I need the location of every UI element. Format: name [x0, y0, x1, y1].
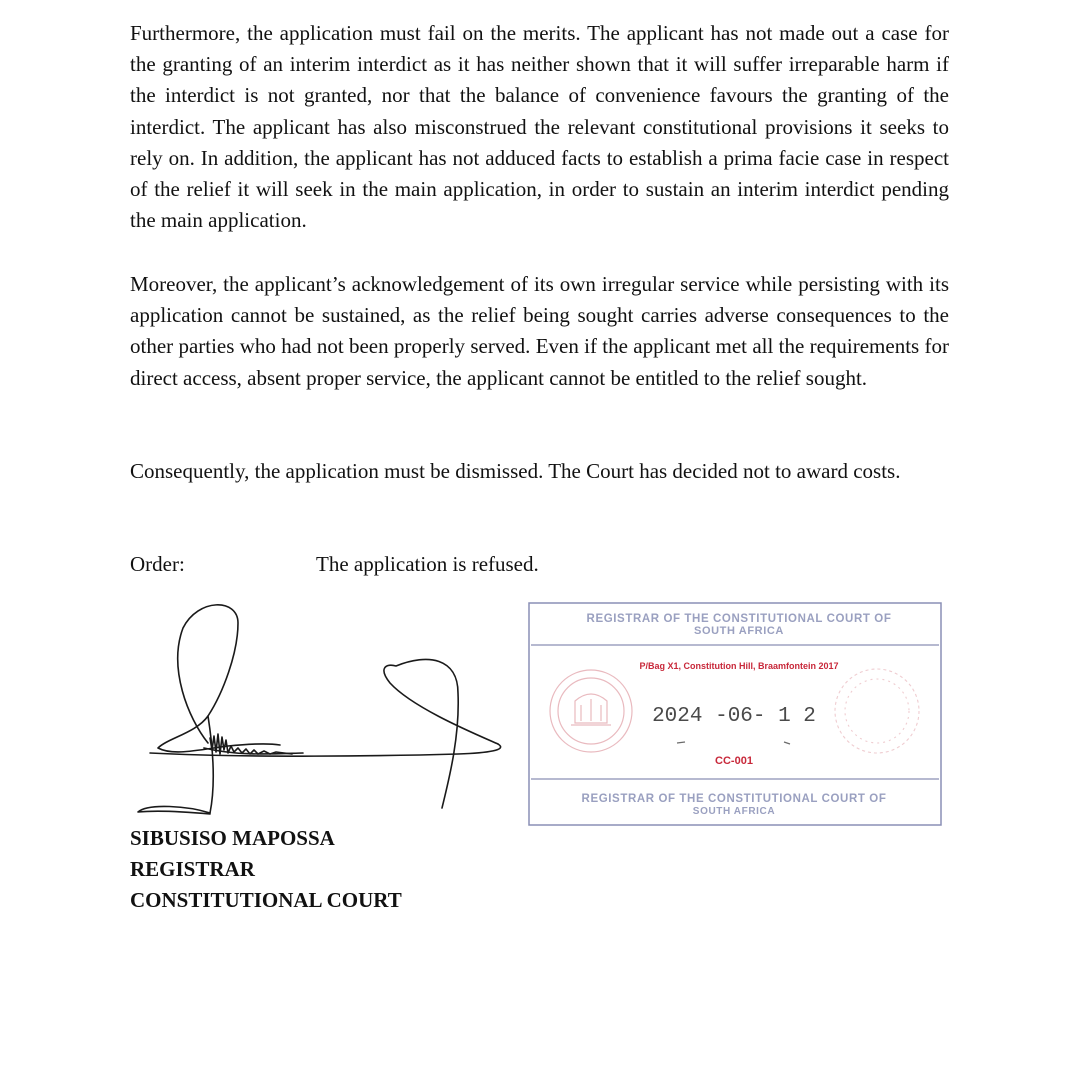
stamp-header-line2: SOUTH AFRICA	[694, 625, 784, 637]
paragraph-conclusion: Consequently, the application must be dismissed. The Court has decided not to award costs.	[130, 459, 901, 483]
stamp-mark-left	[677, 742, 685, 743]
signatory-title: REGISTRAR	[130, 857, 255, 882]
stamp-footer-line1: REGISTRAR OF THE CONSTITUTIONAL COURT OF	[581, 793, 887, 805]
court-stamp	[527, 601, 943, 829]
stamp-seal-right	[835, 669, 919, 753]
stamp-code: CC-001	[715, 755, 753, 767]
handwritten-signature	[128, 598, 518, 826]
signatory-institution: CONSTITUTIONAL COURT	[130, 888, 402, 913]
paragraph-service: Moreover, the applicant’s acknowledgement of its own irregular service while persisting with its application cannot be sustained, as the relief being sought carries adverse consequences to the other parties who had not been properly served. Even if the applicant met all the requirements for direct access, absent proper service, the applicant cannot be entitled to the relief sought.	[130, 272, 949, 390]
stamp-date: 2024 -06- 1 2	[652, 705, 816, 728]
stamp-mark-right	[784, 742, 790, 744]
stamp-footer-line2: SOUTH AFRICA	[692, 806, 776, 817]
signatory-block	[130, 823, 402, 917]
order-label: Order:	[130, 552, 185, 576]
order-text: The application is refused.	[316, 552, 539, 576]
paragraph-merits: Furthermore, the application must fail on the merits. The applicant has not made out a case for the granting of an interim interdict as it has neither shown that it will suffer irreparable harm if the interdict is not granted, nor that the balance of convenience favours the granting of the interdict. The applicant has also misconstrued the relevant constitutional provisions it seeks to rely on. In addition, the applicant has not adduced facts to establish a prima facie case in respect of the relief it will seek in the main application, in order to sustain an interim interdict pending the main application.	[130, 21, 949, 233]
stamp-seal-left	[550, 670, 632, 752]
stamp-address: P/Bag X1, Constitution Hill, Braamfontein 2017	[639, 661, 839, 671]
signatory-name: SIBUSISO MAPOSSA	[130, 826, 335, 850]
stamp-header-line1: REGISTRAR OF THE CONSTITUTIONAL COURT OF	[586, 613, 892, 625]
